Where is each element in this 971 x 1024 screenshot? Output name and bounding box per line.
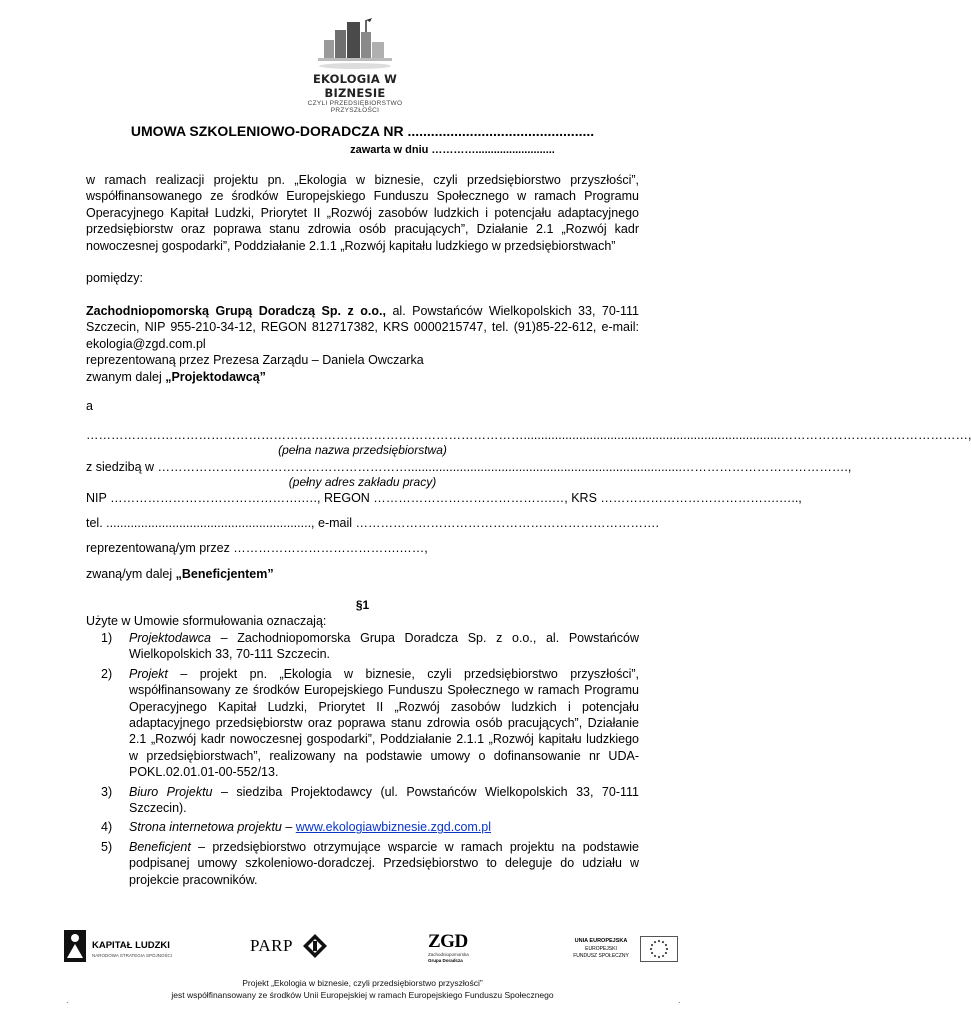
list-item-number: 1) bbox=[101, 631, 113, 645]
party2-seat-field: z siedzibą w ……………………………………………………...............................................................................…………………………………., bbox=[86, 460, 852, 474]
party2-called bbox=[86, 566, 639, 582]
eu-star-icon bbox=[654, 941, 656, 943]
list-item-term: Projekt bbox=[129, 666, 168, 681]
party1-called-name: „Projektodawcą” bbox=[165, 370, 266, 384]
between-label: pomiędzy: bbox=[86, 271, 143, 285]
list-item bbox=[97, 819, 639, 835]
party2-name-field: ……………………………………………………………………………………………..........................................................................………………………………………, bbox=[86, 428, 971, 442]
party1-represented: reprezentowaną przez Prezesa Zarządu – Daniela Owczarka bbox=[86, 353, 424, 367]
party1-called bbox=[86, 369, 639, 385]
party1-details: al. Powstańców Wielkopolskich 33, 70-111 Szczecin, NIP 955-210-34-12, REGON 812717382, KRS 0000215747, tel. (91)85-22-612, e-mail: ekologia@zgd.com.pl bbox=[86, 304, 639, 351]
party1-called-prefix: zwanym dalej bbox=[86, 370, 166, 384]
list-item-number: 3) bbox=[101, 784, 113, 799]
section1-lead: Użyte w Umowie sformułowania oznaczają: bbox=[86, 614, 327, 628]
list-item-term: Beneficjent bbox=[129, 839, 191, 854]
party1-paragraph bbox=[86, 303, 639, 352]
eu-line2: EUROPEJSKI bbox=[585, 945, 617, 952]
footer bbox=[0, 977, 725, 1001]
project-website-link[interactable]: www.ekologiawbiznesie.zgd.com.pl bbox=[295, 820, 492, 835]
definitions-list bbox=[97, 630, 639, 891]
eu-star-icon bbox=[666, 948, 668, 950]
parp-logo bbox=[250, 933, 330, 963]
zgd-sub2: Grupa Doradcza bbox=[428, 958, 463, 963]
party2-called-prefix: zwaną/ym dalej bbox=[86, 567, 176, 581]
eu-star-icon bbox=[651, 952, 653, 954]
intro-paragraph: w ramach realizacji projektu pn. „Ekologia w biznesie, czyli przedsiębiorstwo przyszłości”, współfinansowanego ze środków Europejskiego Funduszu Społecznego w ramach Programu Operacyjnego Kapitał Ludzki, Priorytet II „Rozwój zasobów ludzkich i potencjału adaptacyjnego przedsiębiorstw oraz poprawa stanu zdrowia osób pracujących”, Działanie 2.1 „Rozwój kadr nowoczesnej gospodarki”, Poddziałanie 2.1.1 „Rozwój kapitału ludzkiego w przedsiębiorstwach” bbox=[86, 173, 639, 253]
footer-line2: jest współfinansowany ze środków Unii Europejskiej w ramach Europejskiego Funduszu Społecznego bbox=[171, 990, 554, 1000]
document-title: UMOWA SZKOLENIOWO-DORADCZA NR ................................................ bbox=[130, 123, 595, 139]
eu-star-icon bbox=[651, 944, 653, 946]
parp-text: PARP bbox=[250, 936, 293, 955]
section1-heading: §1 bbox=[355, 598, 370, 612]
buildings-icon bbox=[310, 18, 400, 70]
zgd-logo bbox=[428, 932, 488, 968]
party2-represented-field: reprezentowaną/ym przez ………………………………….……, bbox=[86, 541, 428, 555]
logo-title: EKOLOGIA W BIZNESIE bbox=[312, 72, 398, 100]
eu-star-icon bbox=[665, 952, 667, 954]
list-item bbox=[97, 666, 639, 781]
party2-contact-field: tel. ..........................................................., e-mail ………………………………………………………………. bbox=[86, 516, 659, 530]
party2-seat-caption: (pełny adres zakładu pracy) bbox=[288, 475, 437, 489]
party2-ids-field: NIP ……………………………………….…., REGON …………………………………….…, KRS …………………………………….….., bbox=[86, 491, 802, 505]
zgd-text: ZGD bbox=[428, 931, 468, 952]
eu-text-block bbox=[566, 938, 636, 961]
eu-star-icon bbox=[662, 941, 664, 943]
logo-subtitle: CZYLI PRZEDSIĘBIORSTWO PRZYSZŁOŚCI bbox=[307, 100, 403, 114]
list-item-text: – Zachodniopomorska Grupa Doradcza Sp. z o.o., al. Powstańców Wielkopolskich 33, 70-111 Szczecin. bbox=[129, 631, 639, 662]
list-item-term: Projektodawca bbox=[129, 631, 211, 645]
list-item-text: – bbox=[281, 820, 296, 835]
list-item bbox=[97, 784, 639, 817]
footer-dot-left: . bbox=[66, 995, 69, 1005]
list-item-text: – przedsiębiorstwo otrzymujące wsparcie w ramach projektu na podstawie podpisanej umowy szkoleniowo-doradczej. Przedsiębiorstwo to deleguje do udziału w projekcie pracowników. bbox=[129, 839, 639, 887]
party2-name-caption: (pełna nazwa przedsiębiorstwa) bbox=[278, 443, 447, 457]
list-item-text: – projekt pn. „Ekologia w biznesie, czyli przedsiębiorstwo przyszłości”, współfinansowany ze środków Europejskiego Funduszu Społecznego w ramach Programu Operacyjnego Kapitał Ludzki, Priorytet II „Rozwój zasobów ludzkich i potencjału adaptacyjnego przedsiębiorstw oraz poprawa stanu zdrowia osób pracujących”, Działanie 2.1 „Rozwój kadr nowoczesnej gospodarki”, Poddziałanie 2.1.1 „Rozwój kapitału ludzkiego w przedsiębiorstwach”, realizowany na podstawie umowy o dofinansowanie nr UDA-POKL.02.01.01-00-552/13. bbox=[129, 666, 639, 780]
eu-star-icon bbox=[654, 955, 656, 957]
list-item bbox=[97, 630, 639, 663]
eu-star-icon bbox=[662, 955, 664, 957]
document-subtitle: zawarta w dniu ………….......................... bbox=[350, 144, 555, 156]
kapital-ludzki-logo bbox=[62, 928, 192, 968]
list-item-number: 2) bbox=[101, 666, 113, 681]
eu-star-icon bbox=[665, 944, 667, 946]
party1-name: Zachodniopomorską Grupą Doradczą Sp. z o.o., bbox=[86, 304, 386, 318]
kl-subtitle: NARODOWA STRATEGIA SPÓJNOŚCI bbox=[92, 953, 173, 958]
party2-called-name: „Beneficjentem” bbox=[175, 567, 274, 581]
list-item bbox=[97, 839, 639, 888]
list-item-number: 4) bbox=[101, 820, 113, 835]
project-logo bbox=[290, 18, 420, 114]
kl-title: KAPITAŁ LUDZKI bbox=[92, 940, 170, 951]
eu-line1: UNIA EUROPEJSKA bbox=[574, 938, 628, 944]
list-item-term: Strona internetowa projektu bbox=[129, 820, 282, 835]
eu-flag-icon bbox=[640, 936, 678, 962]
eu-star-icon bbox=[658, 956, 660, 958]
list-item-term: Biuro Projektu bbox=[129, 784, 213, 799]
eu-star-icon bbox=[658, 940, 660, 942]
and-label: a bbox=[86, 399, 93, 413]
footer-line1: Projekt „Ekologia w biznesie, czyli przedsiębiorstwo przyszłości” bbox=[242, 978, 483, 988]
list-item-text: – siedziba Projektodawcy (ul. Powstańców Wielkopolskich 33, 70-111 Szczecin). bbox=[129, 784, 640, 816]
parp-emblem-icon bbox=[302, 933, 328, 959]
kapital-ludzki-icon bbox=[62, 928, 88, 964]
footer-dot-right: . bbox=[678, 995, 681, 1005]
eu-line3: FUNDUSZ SPOŁECZNY bbox=[573, 953, 629, 959]
list-item-number: 5) bbox=[101, 839, 113, 854]
zgd-sub1: Zachodniopomorska bbox=[428, 952, 469, 957]
eu-star-icon bbox=[650, 948, 652, 950]
